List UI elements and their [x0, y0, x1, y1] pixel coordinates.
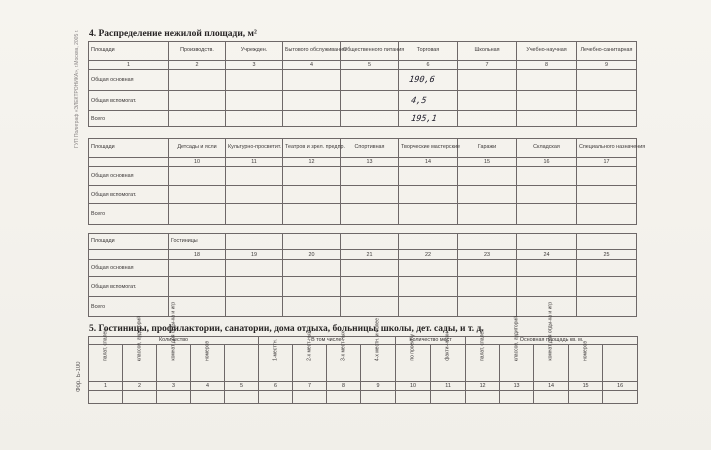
- nonresidential-table-2: [88, 138, 646, 225]
- input-cell[interactable]: [341, 204, 399, 225]
- header-cell: Гостиницы: [169, 234, 226, 250]
- row-label: Общая вспомогат.: [89, 186, 169, 204]
- input-cell[interactable]: [341, 277, 399, 297]
- input-cell[interactable]: [169, 167, 226, 186]
- input-cell[interactable]: [169, 297, 226, 317]
- row-label: Общая основная: [89, 167, 169, 186]
- subheader-cell: 2-х мест-ных: [293, 345, 327, 382]
- header-cell: Специального назначения: [577, 139, 637, 158]
- column-number: 13: [500, 382, 534, 391]
- row-label: Всего: [89, 297, 169, 317]
- subheader-cell: комнат для отды-ха и игр: [534, 345, 569, 382]
- column-number: 2: [123, 382, 157, 391]
- column-number: 15: [458, 158, 517, 167]
- header-cell: [458, 234, 517, 250]
- row-label: Общая основная: [89, 70, 169, 91]
- input-cell[interactable]: [399, 186, 458, 204]
- header-cell: Лечебно-санитарная: [577, 42, 637, 61]
- table1-header-row: [89, 42, 637, 61]
- input-cell[interactable]: [226, 186, 283, 204]
- input-cell[interactable]: [283, 186, 341, 204]
- input-cell[interactable]: [283, 111, 341, 127]
- input-cell[interactable]: [577, 297, 637, 317]
- input-cell[interactable]: [458, 260, 517, 277]
- input-cell[interactable]: [577, 167, 637, 186]
- input-cell[interactable]: [569, 391, 603, 404]
- header-cell: Площади: [89, 139, 169, 158]
- subheader-cell: комнат для отды-ха и игр: [157, 345, 191, 382]
- handwritten-value: 195,1: [410, 113, 438, 124]
- input-cell[interactable]: [517, 167, 577, 186]
- column-number: 8: [327, 382, 361, 391]
- input-cell[interactable]: [283, 167, 341, 186]
- side-print-note: ГУП Полиграф «ЭЛЕКТРОНИКА», г.Москва, 2005 г.: [74, 29, 80, 148]
- header-cell: Спортивная: [341, 139, 399, 158]
- subheader-cell: номеров: [569, 345, 603, 382]
- input-cell[interactable]: [169, 91, 226, 111]
- input-cell[interactable]: [399, 111, 458, 127]
- input-cell[interactable]: [577, 277, 637, 297]
- input-cell[interactable]: [341, 297, 399, 317]
- column-number: 6: [399, 61, 458, 70]
- subheader-cell: 4-х местн. и более: [361, 345, 396, 382]
- table2-header-row: [89, 139, 637, 158]
- column-number: 2: [169, 61, 226, 70]
- column-number: 1: [89, 382, 123, 391]
- input-cell[interactable]: [458, 91, 517, 111]
- input-cell[interactable]: [399, 297, 458, 317]
- column-number: 10: [396, 382, 431, 391]
- input-cell[interactable]: [259, 391, 293, 404]
- input-cell[interactable]: [283, 297, 341, 317]
- form-code: Фор. Б-100: [76, 361, 82, 392]
- header-cell: [341, 234, 399, 250]
- input-cell[interactable]: [169, 186, 226, 204]
- group-header-area: Основная площадь кв. м.: [466, 337, 638, 345]
- table-row: [89, 70, 637, 91]
- table3-header-row: [89, 234, 637, 250]
- column-number: 9: [361, 382, 396, 391]
- input-cell[interactable]: [517, 260, 577, 277]
- header-cell: Площади: [89, 234, 169, 250]
- column-number: 17: [577, 158, 637, 167]
- input-cell[interactable]: [283, 91, 341, 111]
- input-cell[interactable]: [157, 391, 191, 404]
- input-cell[interactable]: [191, 391, 225, 404]
- header-cell: Детсады и ясли: [169, 139, 226, 158]
- input-cell[interactable]: [293, 391, 327, 404]
- column-number: 18: [169, 250, 226, 260]
- column-number: 23: [458, 250, 517, 260]
- input-cell[interactable]: [458, 277, 517, 297]
- table-row: [89, 277, 637, 297]
- input-cell[interactable]: [399, 70, 458, 91]
- column-number: 15: [569, 382, 603, 391]
- row-label: Общая основная: [89, 260, 169, 277]
- input-cell[interactable]: [225, 391, 259, 404]
- table-row: [89, 260, 637, 277]
- subheader-cell: классов, аудиторий: [500, 345, 534, 382]
- section5-subheader-row: [89, 345, 638, 382]
- column-number: 1: [89, 61, 169, 70]
- row-label: Всего: [89, 111, 169, 127]
- row-label: Всего: [89, 204, 169, 225]
- table-row: [89, 186, 637, 204]
- header-cell: Площади: [89, 42, 169, 61]
- header-cell: Творческие мастерские: [399, 139, 458, 158]
- input-cell[interactable]: [577, 111, 637, 127]
- input-cell[interactable]: [517, 70, 577, 91]
- column-number: 21: [341, 250, 399, 260]
- input-cell[interactable]: [169, 111, 226, 127]
- table-row: [89, 167, 637, 186]
- column-number: 5: [225, 382, 259, 391]
- input-cell[interactable]: [341, 70, 399, 91]
- input-cell[interactable]: [577, 70, 637, 91]
- column-number: 19: [226, 250, 283, 260]
- subheader-cell: палат, спален: [466, 345, 500, 382]
- input-cell[interactable]: [399, 91, 458, 111]
- column-number: 9: [577, 61, 637, 70]
- group-header-places: Количество мест: [396, 337, 466, 345]
- column-number: 13: [341, 158, 399, 167]
- input-cell[interactable]: [283, 70, 341, 91]
- column-number: 25: [577, 250, 637, 260]
- input-cell[interactable]: [169, 204, 226, 225]
- group-header-count: Количество: [89, 337, 259, 345]
- input-cell[interactable]: [226, 111, 283, 127]
- input-cell[interactable]: [399, 260, 458, 277]
- column-number: 11: [226, 158, 283, 167]
- header-cell: [517, 234, 577, 250]
- column-number: 6: [259, 382, 293, 391]
- handwritten-value: 4,5: [410, 95, 428, 106]
- input-cell[interactable]: [226, 277, 283, 297]
- header-cell: Торговая: [399, 42, 458, 61]
- column-number: 24: [517, 250, 577, 260]
- input-cell[interactable]: [399, 167, 458, 186]
- table3-number-row: [89, 250, 637, 260]
- input-cell[interactable]: [169, 277, 226, 297]
- input-cell[interactable]: [361, 391, 396, 404]
- input-cell[interactable]: [399, 277, 458, 297]
- input-cell[interactable]: [577, 186, 637, 204]
- subheader-cell: [225, 345, 259, 382]
- column-number: 3: [157, 382, 191, 391]
- header-cell: Бытового обслуживания: [283, 42, 341, 61]
- row-label: Общая вспомогат.: [89, 277, 169, 297]
- input-cell[interactable]: [458, 167, 517, 186]
- row-label: Общая вспомогат.: [89, 91, 169, 111]
- input-cell[interactable]: [458, 111, 517, 127]
- section5-number-row: [89, 382, 638, 391]
- input-cell[interactable]: [341, 186, 399, 204]
- input-cell[interactable]: [517, 297, 577, 317]
- input-cell[interactable]: [226, 167, 283, 186]
- table-row: [89, 204, 637, 225]
- input-cell[interactable]: [577, 204, 637, 225]
- input-cell[interactable]: [517, 91, 577, 111]
- header-cell: [577, 234, 637, 250]
- input-cell[interactable]: [577, 260, 637, 277]
- header-cell: Театров и зрел. предпр.: [283, 139, 341, 158]
- table-row: [89, 91, 637, 111]
- input-cell[interactable]: [466, 391, 500, 404]
- input-cell[interactable]: [431, 391, 466, 404]
- column-number: 14: [399, 158, 458, 167]
- subheader-cell: палат, спален: [89, 345, 123, 382]
- input-cell[interactable]: [517, 111, 577, 127]
- subheader-cell: 1-месттн.: [259, 345, 293, 382]
- column-number: 22: [399, 250, 458, 260]
- subheader-cell: номеров: [191, 345, 225, 382]
- input-cell[interactable]: [226, 260, 283, 277]
- input-cell[interactable]: [458, 70, 517, 91]
- input-cell[interactable]: [517, 186, 577, 204]
- handwritten-value: 190,6: [408, 75, 436, 85]
- header-cell: Учрежден.: [226, 42, 283, 61]
- input-cell[interactable]: [458, 204, 517, 225]
- input-cell[interactable]: [577, 91, 637, 111]
- column-number: [89, 250, 169, 260]
- subheader-cell: по проект-у: [396, 345, 431, 382]
- column-number: 7: [293, 382, 327, 391]
- input-cell[interactable]: [226, 297, 283, 317]
- table1-number-row: [89, 61, 637, 70]
- column-number: 16: [517, 158, 577, 167]
- column-number: 16: [603, 382, 638, 391]
- input-cell[interactable]: [283, 204, 341, 225]
- group-header-including: В том числе:: [259, 337, 396, 345]
- header-cell: Общественного питания: [341, 42, 399, 61]
- column-number: 5: [341, 61, 399, 70]
- input-cell[interactable]: [226, 91, 283, 111]
- table-row: [89, 111, 637, 127]
- input-cell[interactable]: [341, 167, 399, 186]
- header-cell: [226, 234, 283, 250]
- input-cell[interactable]: [341, 260, 399, 277]
- column-number: 12: [466, 382, 500, 391]
- input-cell[interactable]: [327, 391, 361, 404]
- header-cell: Школьная: [458, 42, 517, 61]
- column-number: 4: [191, 382, 225, 391]
- input-cell[interactable]: [458, 186, 517, 204]
- input-cell[interactable]: [534, 391, 569, 404]
- header-cell: Учебно-научная: [517, 42, 577, 61]
- input-cell[interactable]: [500, 391, 534, 404]
- header-cell: Складская: [517, 139, 577, 158]
- input-cell[interactable]: [517, 277, 577, 297]
- subheader-cell: 3-х мест-ных: [327, 345, 361, 382]
- input-cell[interactable]: [123, 391, 157, 404]
- header-cell: [399, 234, 458, 250]
- column-number: 4: [283, 61, 341, 70]
- header-cell: Культурно-просветит.: [226, 139, 283, 158]
- column-number: 3: [226, 61, 283, 70]
- subheader-cell: факти-чески: [431, 345, 466, 382]
- input-cell[interactable]: [517, 204, 577, 225]
- header-cell: [283, 234, 341, 250]
- subheader-cell: [603, 345, 638, 382]
- input-cell[interactable]: [169, 70, 226, 91]
- input-cell[interactable]: [399, 204, 458, 225]
- section4-title: 4. Распределение нежилой площади, м²: [89, 29, 257, 39]
- input-cell[interactable]: [396, 391, 431, 404]
- header-cell: Производств.: [169, 42, 226, 61]
- column-number: 10: [169, 158, 226, 167]
- input-cell[interactable]: [226, 204, 283, 225]
- column-number: [89, 158, 169, 167]
- column-number: 7: [458, 61, 517, 70]
- column-number: 20: [283, 250, 341, 260]
- column-number: 12: [283, 158, 341, 167]
- column-number: 11: [431, 382, 466, 391]
- nonresidential-table-1: [88, 41, 637, 127]
- table-row: [89, 391, 638, 404]
- input-cell[interactable]: [169, 260, 226, 277]
- input-cell[interactable]: [283, 277, 341, 297]
- input-cell[interactable]: [341, 111, 399, 127]
- input-cell[interactable]: [226, 70, 283, 91]
- subheader-cell: классов, аудиторий: [123, 345, 157, 382]
- table2-number-row: [89, 158, 637, 167]
- input-cell[interactable]: [341, 91, 399, 111]
- input-cell[interactable]: [458, 297, 517, 317]
- section5-title: 5. Гостиницы, профилактории, санатории, дома отдыха, больницы, школы, дет. сады, и т. д.: [89, 324, 484, 334]
- header-cell: Гаражи: [458, 139, 517, 158]
- column-number: 8: [517, 61, 577, 70]
- input-cell[interactable]: [603, 391, 638, 404]
- input-cell[interactable]: [89, 391, 123, 404]
- column-number: 14: [534, 382, 569, 391]
- input-cell[interactable]: [283, 260, 341, 277]
